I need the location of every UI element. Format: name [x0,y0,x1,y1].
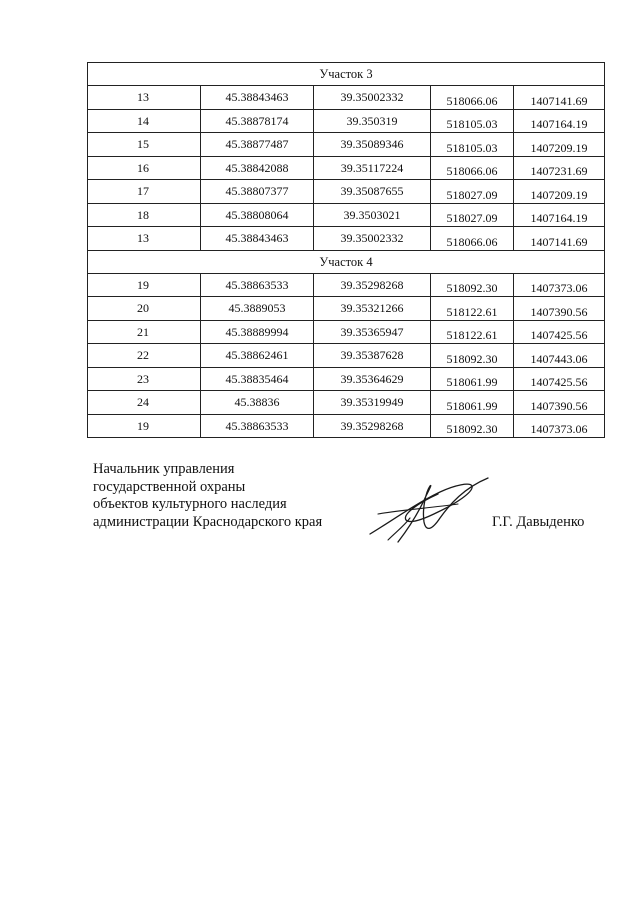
point-number-cell: 23 [88,367,201,391]
x-coordinate-cell: 518061.99 [431,367,514,391]
section-title: Участок 4 [88,250,605,273]
y-coordinate-cell: 1407373.06 [514,273,605,297]
latitude-cell: 45.38862461 [201,344,314,368]
y-coordinate-cell: 1407390.56 [514,297,605,321]
x-coordinate-cell: 518061.99 [431,391,514,415]
x-coordinate-cell: 518122.61 [431,297,514,321]
y-coordinate-cell: 1407443.06 [514,344,605,368]
point-number-cell: 16 [88,156,201,180]
y-coordinate-cell: 1407164.19 [514,203,605,227]
latitude-cell: 45.38889994 [201,320,314,344]
longitude-cell: 39.35387628 [314,344,431,368]
y-coordinate-cell: 1407425.56 [514,320,605,344]
longitude-cell: 39.350319 [314,109,431,133]
latitude-cell: 45.38842088 [201,156,314,180]
position-line-3: объектов культурного наследия [93,496,287,512]
latitude-cell: 45.38843463 [201,86,314,110]
signature-block [93,461,322,531]
x-coordinate-cell: 518027.09 [431,203,514,227]
latitude-cell: 45.38843463 [201,227,314,251]
latitude-cell: 45.38808064 [201,203,314,227]
y-coordinate-cell: 1407425.56 [514,367,605,391]
longitude-cell: 39.3503021 [314,203,431,227]
table-row [88,391,605,415]
table-row [88,414,605,438]
position-line-2: государственной охраны [93,478,246,495]
y-coordinate-cell: 1407209.19 [514,180,605,204]
y-coordinate-cell: 1407373.06 [514,414,605,438]
point-number-cell: 24 [88,391,201,415]
signer-name: Г.Г. Давыденко [492,514,585,530]
x-coordinate-cell: 518092.30 [431,344,514,368]
y-coordinate-cell: 1407390.56 [514,391,605,415]
x-coordinate-cell: 518105.03 [431,133,514,157]
point-number-cell: 22 [88,344,201,368]
point-number-cell: 21 [88,320,201,344]
y-coordinate-cell: 1407164.19 [514,109,605,133]
table-row [88,227,605,251]
table-row [88,344,605,368]
position-line-4: администрации Краснодарского края [93,513,323,530]
table-row [88,273,605,297]
point-number-cell: 13 [88,86,201,110]
x-coordinate-cell: 518066.06 [431,156,514,180]
coordinates-table [87,62,605,438]
table-row [88,156,605,180]
y-coordinate-cell: 1407209.19 [514,133,605,157]
x-coordinate-cell: 518122.61 [431,320,514,344]
y-coordinate-cell: 1407231.69 [514,156,605,180]
point-number-cell: 18 [88,203,201,227]
section-title: Участок 3 [88,63,605,86]
longitude-cell: 39.35298268 [314,273,431,297]
x-coordinate-cell: 518092.30 [431,414,514,438]
table-row [88,180,605,204]
latitude-cell: 45.38835464 [201,367,314,391]
coordinates-table-body [88,63,605,438]
latitude-cell: 45.38863533 [201,414,314,438]
position-line-1: Начальник управления [93,461,235,477]
longitude-cell: 39.35002332 [314,86,431,110]
point-number-cell: 14 [88,109,201,133]
x-coordinate-cell: 518027.09 [431,180,514,204]
longitude-cell: 39.35117224 [314,156,431,180]
longitude-cell: 39.35319949 [314,391,431,415]
x-coordinate-cell: 518066.06 [431,86,514,110]
y-coordinate-cell: 1407141.69 [514,227,605,251]
table-row [88,297,605,321]
longitude-cell: 39.35002332 [314,227,431,251]
point-number-cell: 19 [88,273,201,297]
latitude-cell: 45.38836 [201,391,314,415]
point-number-cell: 17 [88,180,201,204]
longitude-cell: 39.35087655 [314,180,431,204]
x-coordinate-cell: 518092.30 [431,273,514,297]
table-row [88,367,605,391]
table-row [88,109,605,133]
handwritten-signature [360,474,498,546]
longitude-cell: 39.35298268 [314,414,431,438]
latitude-cell: 45.3889053 [201,297,314,321]
table-row [88,133,605,157]
table-row [88,203,605,227]
longitude-cell: 39.35089346 [314,133,431,157]
x-coordinate-cell: 518066.06 [431,227,514,251]
section-header-row [88,63,605,86]
point-number-cell: 15 [88,133,201,157]
x-coordinate-cell: 518105.03 [431,109,514,133]
point-number-cell: 19 [88,414,201,438]
latitude-cell: 45.38878174 [201,109,314,133]
section-header-row [88,250,605,273]
latitude-cell: 45.38877487 [201,133,314,157]
point-number-cell: 20 [88,297,201,321]
longitude-cell: 39.35364629 [314,367,431,391]
longitude-cell: 39.35321266 [314,297,431,321]
table-row [88,86,605,110]
point-number-cell: 13 [88,227,201,251]
y-coordinate-cell: 1407141.69 [514,86,605,110]
latitude-cell: 45.38807377 [201,180,314,204]
longitude-cell: 39.35365947 [314,320,431,344]
latitude-cell: 45.38863533 [201,273,314,297]
table-row [88,320,605,344]
